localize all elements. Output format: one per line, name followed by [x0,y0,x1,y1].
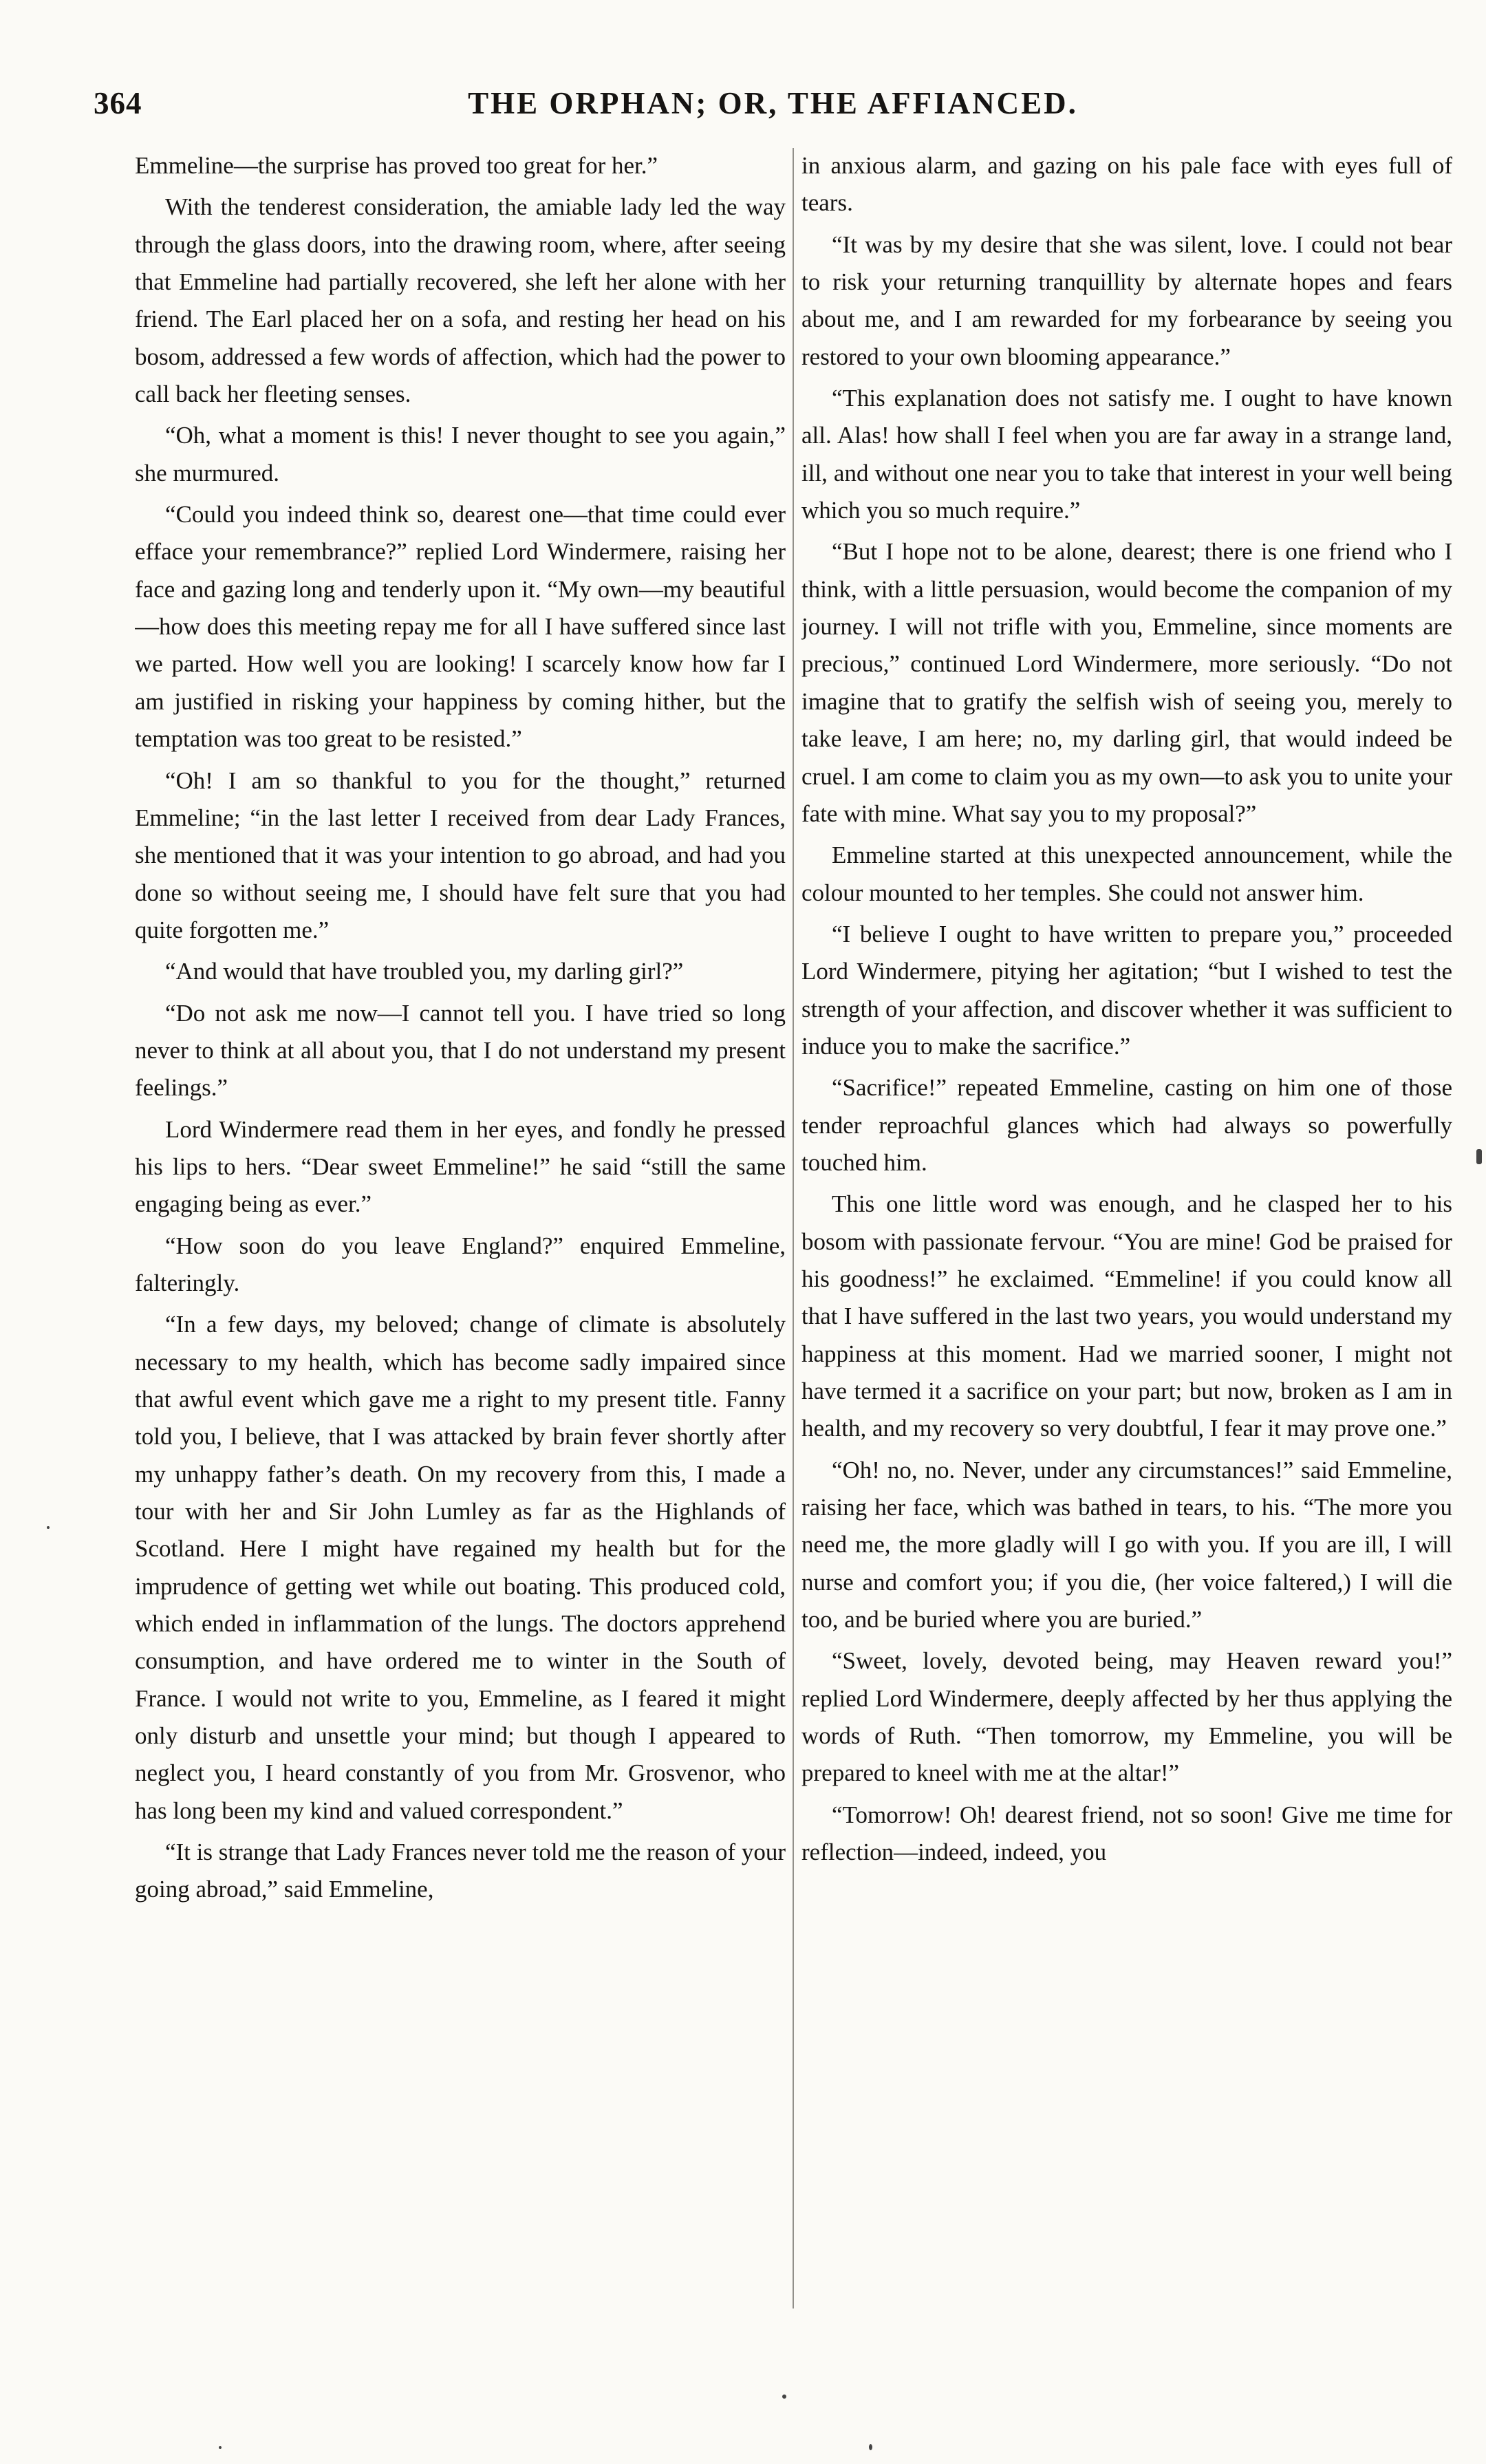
right-column [801,147,1452,2349]
paragraph: “Sacrifice!” repeated Emmeline, casting on him one of those tender reproachful glances which had always so powerfully touched him. [801,1074,1452,1176]
page-number: 364 [94,86,142,120]
paragraph: “And would that have troubled you, my darling girl?” [165,958,684,985]
paragraph: “Oh! no, no. Never, under any circumstances!” said Emmeline, raising her face, which was bathed in tears, to his. “The more you need me, the more gladly will I go with you. If you are ill, I will nurse and comfort you; if you die, (her voice faltered,) I will die too, and be buried where you are buried.” [801,1456,1452,1633]
paragraph: “How soon do you leave England?” enquired Emmeline, falteringly. [135,1232,786,1296]
column-divider [793,148,794,2308]
page-header [94,85,1452,133]
paragraph: “Sweet, lovely, devoted being, may Heaven reward you!” replied Lord Windermere, deeply affected by her thus applying the words of Ruth. “Then tomorrow, my Emmeline, you will be prepared to kneel with me at the altar!” [801,1647,1452,1787]
ink-speck [782,2395,786,2399]
paragraph: “Do not ask me now—I cannot tell you. I have tried so long never to think at all about you, that I do not understand my present feelings.” [135,999,786,1102]
paragraph: Emmeline started at this unexpected announcement, while the colour mounted to her temples. She could not answer him. [801,842,1452,906]
paragraph: “It is strange that Lady Frances never told me the reason of your going abroad,” said Emmeline, [135,1839,786,1903]
running-title: THE ORPHAN; OR, THE AFFIANCED. [468,86,1078,120]
paragraph: in anxious alarm, and gazing on his pale face with eyes full of tears. [801,152,1452,217]
paragraph: “Oh, what a moment is this! I never thought to see you again,” she murmured. [135,422,786,486]
paragraph: With the tenderest consideration, the amiable lady led the way through the glass doors, into the drawing room, where, after seeing that Emmeline had partially recovered, she left her alone with her friend. The Earl placed her on a sofa, and resting her head on his bosom, addressed a few words of affection, which had the power to call back her fleeting senses. [135,193,786,408]
paragraph: “But I hope not to be alone, dearest; there is one friend who I think, with a little persuasion, would become the companion of my journey. I will not trifle with you, Emmeline, since moments are precious,” continued Lord Windermere, more seriously. “Do not imagine that to gratify the selfish wish of seeing you, merely to take leave, I am here; no, my darling girl, that would indeed be cruel. I am come to claim you as my own—to ask you to unite your fate with mine. What say you to my proposal?” [801,538,1452,827]
paragraph: This one little word was enough, and he clasped her to his bosom with passionate fervour. “You are mine! God be praised for his goodness!” he exclaimed. “Emmeline! if you could know all that I have suffered in the last two years, you would understand my happiness at this moment. Had we married sooner, I might not have termed it a sacrifice on your part; but now, broken as I am in health, and my recovery so very doubtful, I fear it may prove one.” [801,1190,1452,1442]
ink-speck [219,2446,222,2449]
paragraph: “In a few days, my beloved; change of climate is absolutely necessary to my health, which has become sadly impaired since that awful event which gave me a right to my present title. Fanny told you, I believe, that I was attacked by brain fever shortly after my unhappy father’s death. On my recovery from this, I made a tour with her and Sir John Lumley as far as the Highlands of Scotland. Here I might have regained my health but for the imprudence of getting wet while out boating. This produced cold, which ended in inflammation of the lungs. The doctors apprehend consumption, and have ordered me to winter in the South of France. I would not write to you, Emmeline, as I feared it might only disturb and unsettle your mind; but though I appeared to neglect you, I heard constantly of you from Mr. Grosvenor, who has long been my kind and valued correspondent.” [135,1311,786,1824]
left-column [135,147,786,2349]
paragraph: Lord Windermere read them in her eyes, and fondly he pressed his lips to hers. “Dear sweet Emmeline!” he said “still the same engaging being as ever.” [135,1115,786,1218]
ink-speck [1476,1149,1482,1164]
paragraph: “Tomorrow! Oh! dearest friend, not so soon! Give me time for reflection—indeed, indeed, you [801,1801,1452,1866]
ink-speck [47,1526,50,1529]
paragraph: “Could you indeed think so, dearest one—that time could ever efface your remembrance?” replied Lord Windermere, raising her face and gazing long and tenderly upon it. “My own—my beautiful—how does this meeting repay me for all I have suffered since last we parted. How well you are looking! I scarcely know how far I am justified in risking your happiness by coming hither, but the temptation was too great to be resisted.” [135,501,786,753]
ink-speck [869,2444,872,2450]
paragraph: Emmeline—the surprise has proved too great for her.” [135,152,658,179]
paragraph: “Oh! I am so thankful to you for the thought,” returned Emmeline; “in the last letter I received from dear Lady Frances, she mentioned that it was your intention to go abroad, and had you done so without seeing me, I should have felt sure that you had quite forgotten me.” [135,767,786,943]
paragraph: “This explanation does not satisfy me. I ought to have known all. Alas! how shall I feel when you are far away in a strange land, ill, and without one near you to take that interest in your well being which you so much require.” [801,385,1452,524]
paragraph: “I believe I ought to have written to prepare you,” proceeded Lord Windermere, pitying her agitation; “but I wished to test the strength of your affection, and discover whether it was sufficient to induce you to make the sacrifice.” [801,920,1452,1060]
paragraph: “It was by my desire that she was silent, love. I could not bear to risk your returning tranquillity by alternate hopes and fears about me, and I am rewarded for my forbearance by seeing you restored to your own blooming appearance.” [801,231,1452,370]
